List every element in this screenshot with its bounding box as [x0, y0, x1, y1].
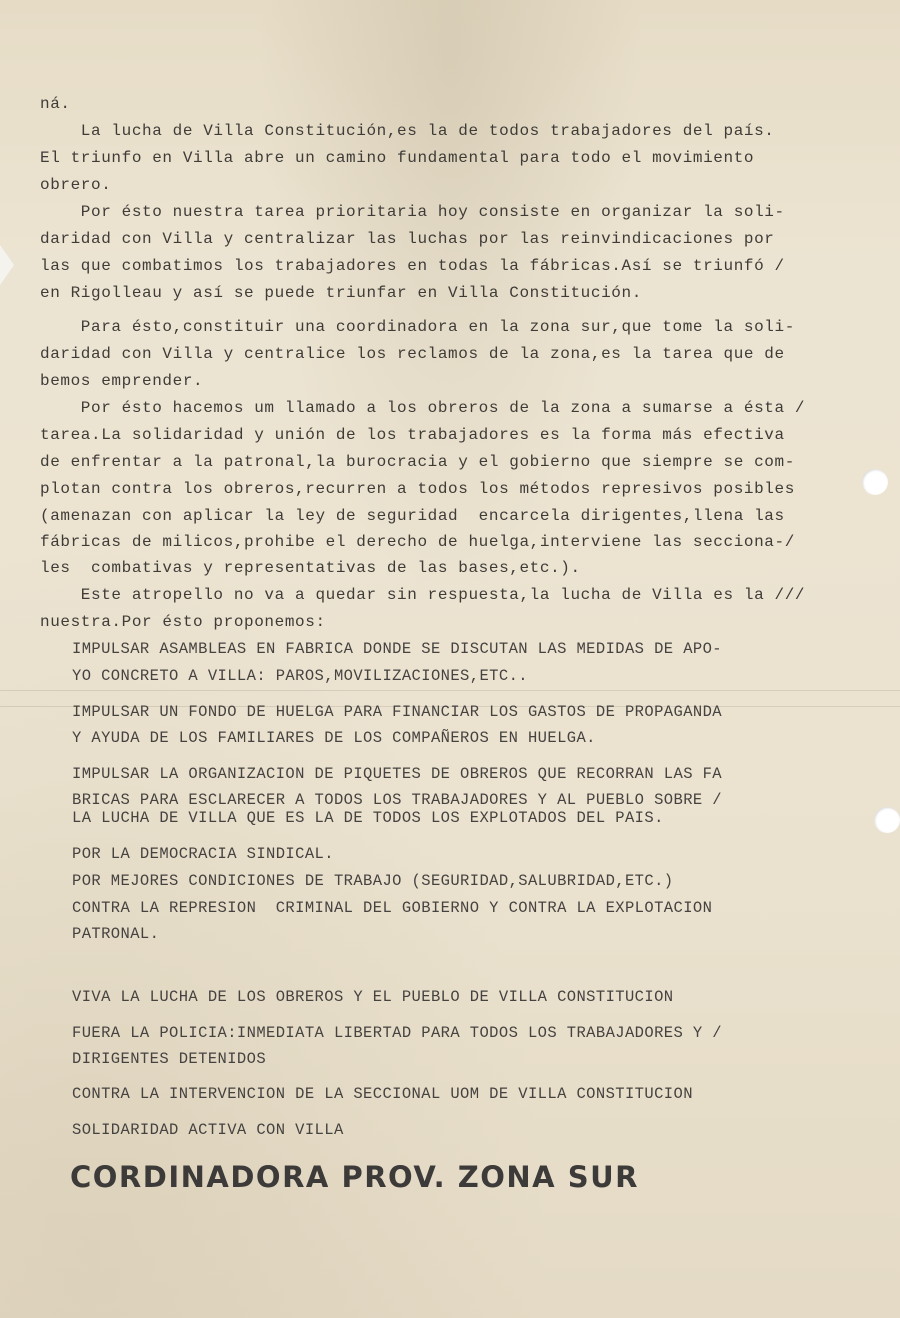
demand-line: POR LA DEMOCRACIA SINDICAL.: [72, 845, 334, 863]
paragraph-line: Por ésto hacemos um llamado a los obreros de la zona a sumarse a ésta /: [40, 399, 806, 417]
paragraph-line: les combativas y representativas de las bases,etc.).: [40, 559, 581, 577]
paragraph-line: Por ésto nuestra tarea prioritaria hoy consiste en organizar la soli-: [40, 203, 785, 221]
punch-hole: [862, 469, 888, 495]
demand-line: CONTRA LA REPRESION CRIMINAL DEL GOBIERNO Y CONTRA LA EXPLOTACION: [72, 899, 713, 917]
punch-hole: [874, 807, 900, 833]
paragraph-line: daridad con Villa y centralizar las luchas por las reinvindicaciones por: [40, 230, 775, 248]
paragraph-line: Para ésto,constituir una coordinadora en la zona sur,que tome la soli-: [40, 318, 795, 336]
paragraph-line: las que combatimos los trabajadores en todas la fábricas.Así se triunfó /: [40, 257, 785, 275]
paragraph-line: Este atropello no va a quedar sin respuesta,la lucha de Villa es la ///: [40, 586, 806, 604]
slogan-line: FUERA LA POLICIA:INMEDIATA LIBERTAD PARA TODOS LOS TRABAJADORES Y /: [72, 1024, 723, 1042]
demand-line: POR MEJORES CONDICIONES DE TRABAJO (SEGURIDAD,SALUBRIDAD,ETC.): [72, 872, 674, 890]
proposal-line: Y AYUDA DE LOS FAMILIARES DE LOS COMPAÑEROS EN HUELGA.: [72, 729, 596, 747]
slogan-line: CONTRA LA INTERVENCION DE LA SECCIONAL UOM DE VILLA CONSTITUCION: [72, 1085, 693, 1103]
slogan-line: DIRIGENTES DETENIDOS: [72, 1050, 267, 1068]
fold-line: [0, 690, 900, 691]
paragraph-line: (amenazan con aplicar la ley de seguridad encarcela dirigentes,llena las: [40, 507, 785, 525]
slogan-line: VIVA LA LUCHA DE LOS OBREROS Y EL PUEBLO DE VILLA CONSTITUCION: [72, 988, 674, 1006]
paragraph-line: de enfrentar a la patronal,la burocracia y el gobierno que siempre se com-: [40, 453, 795, 471]
proposal-line: LA LUCHA DE VILLA QUE ES LA DE TODOS LOS EXPLOTADOS DEL PAIS.: [72, 809, 664, 827]
paragraph-line: fábricas de milicos,prohibe el derecho de huelga,interviene las secciona-/: [40, 533, 795, 551]
demand-line: PATRONAL.: [72, 925, 160, 943]
proposal-line: YO CONCRETO A VILLA: PAROS,MOVILIZACIONES,ETC..: [72, 667, 528, 685]
proposal-line: IMPULSAR ASAMBLEAS EN FABRICA DONDE SE DISCUTAN LAS MEDIDAS DE APO-: [72, 640, 723, 658]
paragraph-line: bemos emprender.: [40, 372, 204, 390]
proposal-line: IMPULSAR UN FONDO DE HUELGA PARA FINANCIAR LOS GASTOS DE PROPAGANDA: [72, 703, 723, 721]
paper-tear: [0, 245, 14, 285]
paragraph-line: obrero.: [40, 176, 112, 194]
paragraph-line: nuestra.Por ésto proponemos:: [40, 613, 326, 631]
paragraph-line: ná.: [40, 95, 71, 113]
paragraph-line: El triunfo en Villa abre un camino fundamental para todo el movimiento: [40, 149, 755, 167]
paragraph-line: tarea.La solidaridad y unión de los trabajadores es la forma más efectiva: [40, 426, 785, 444]
slogan-line: SOLIDARIDAD ACTIVA CON VILLA: [72, 1121, 344, 1139]
proposal-line: BRICAS PARA ESCLARECER A TODOS LOS TRABAJADORES Y AL PUEBLO SOBRE /: [72, 791, 723, 809]
paragraph-line: en Rigolleau y así se puede triunfar en Villa Constitución.: [40, 284, 642, 302]
paragraph-line: La lucha de Villa Constitución,es la de todos trabajadores del país.: [40, 122, 775, 140]
proposal-line: IMPULSAR LA ORGANIZACION DE PIQUETES DE OBREROS QUE RECORRAN LAS FA: [72, 765, 723, 783]
signature-stamp: CORDINADORA PROV. ZONA SUR: [70, 1160, 639, 1194]
paragraph-line: plotan contra los obreros,recurren a todos los métodos represivos posibles: [40, 480, 795, 498]
paragraph-line: daridad con Villa y centralice los reclamos de la zona,es la tarea que de: [40, 345, 785, 363]
